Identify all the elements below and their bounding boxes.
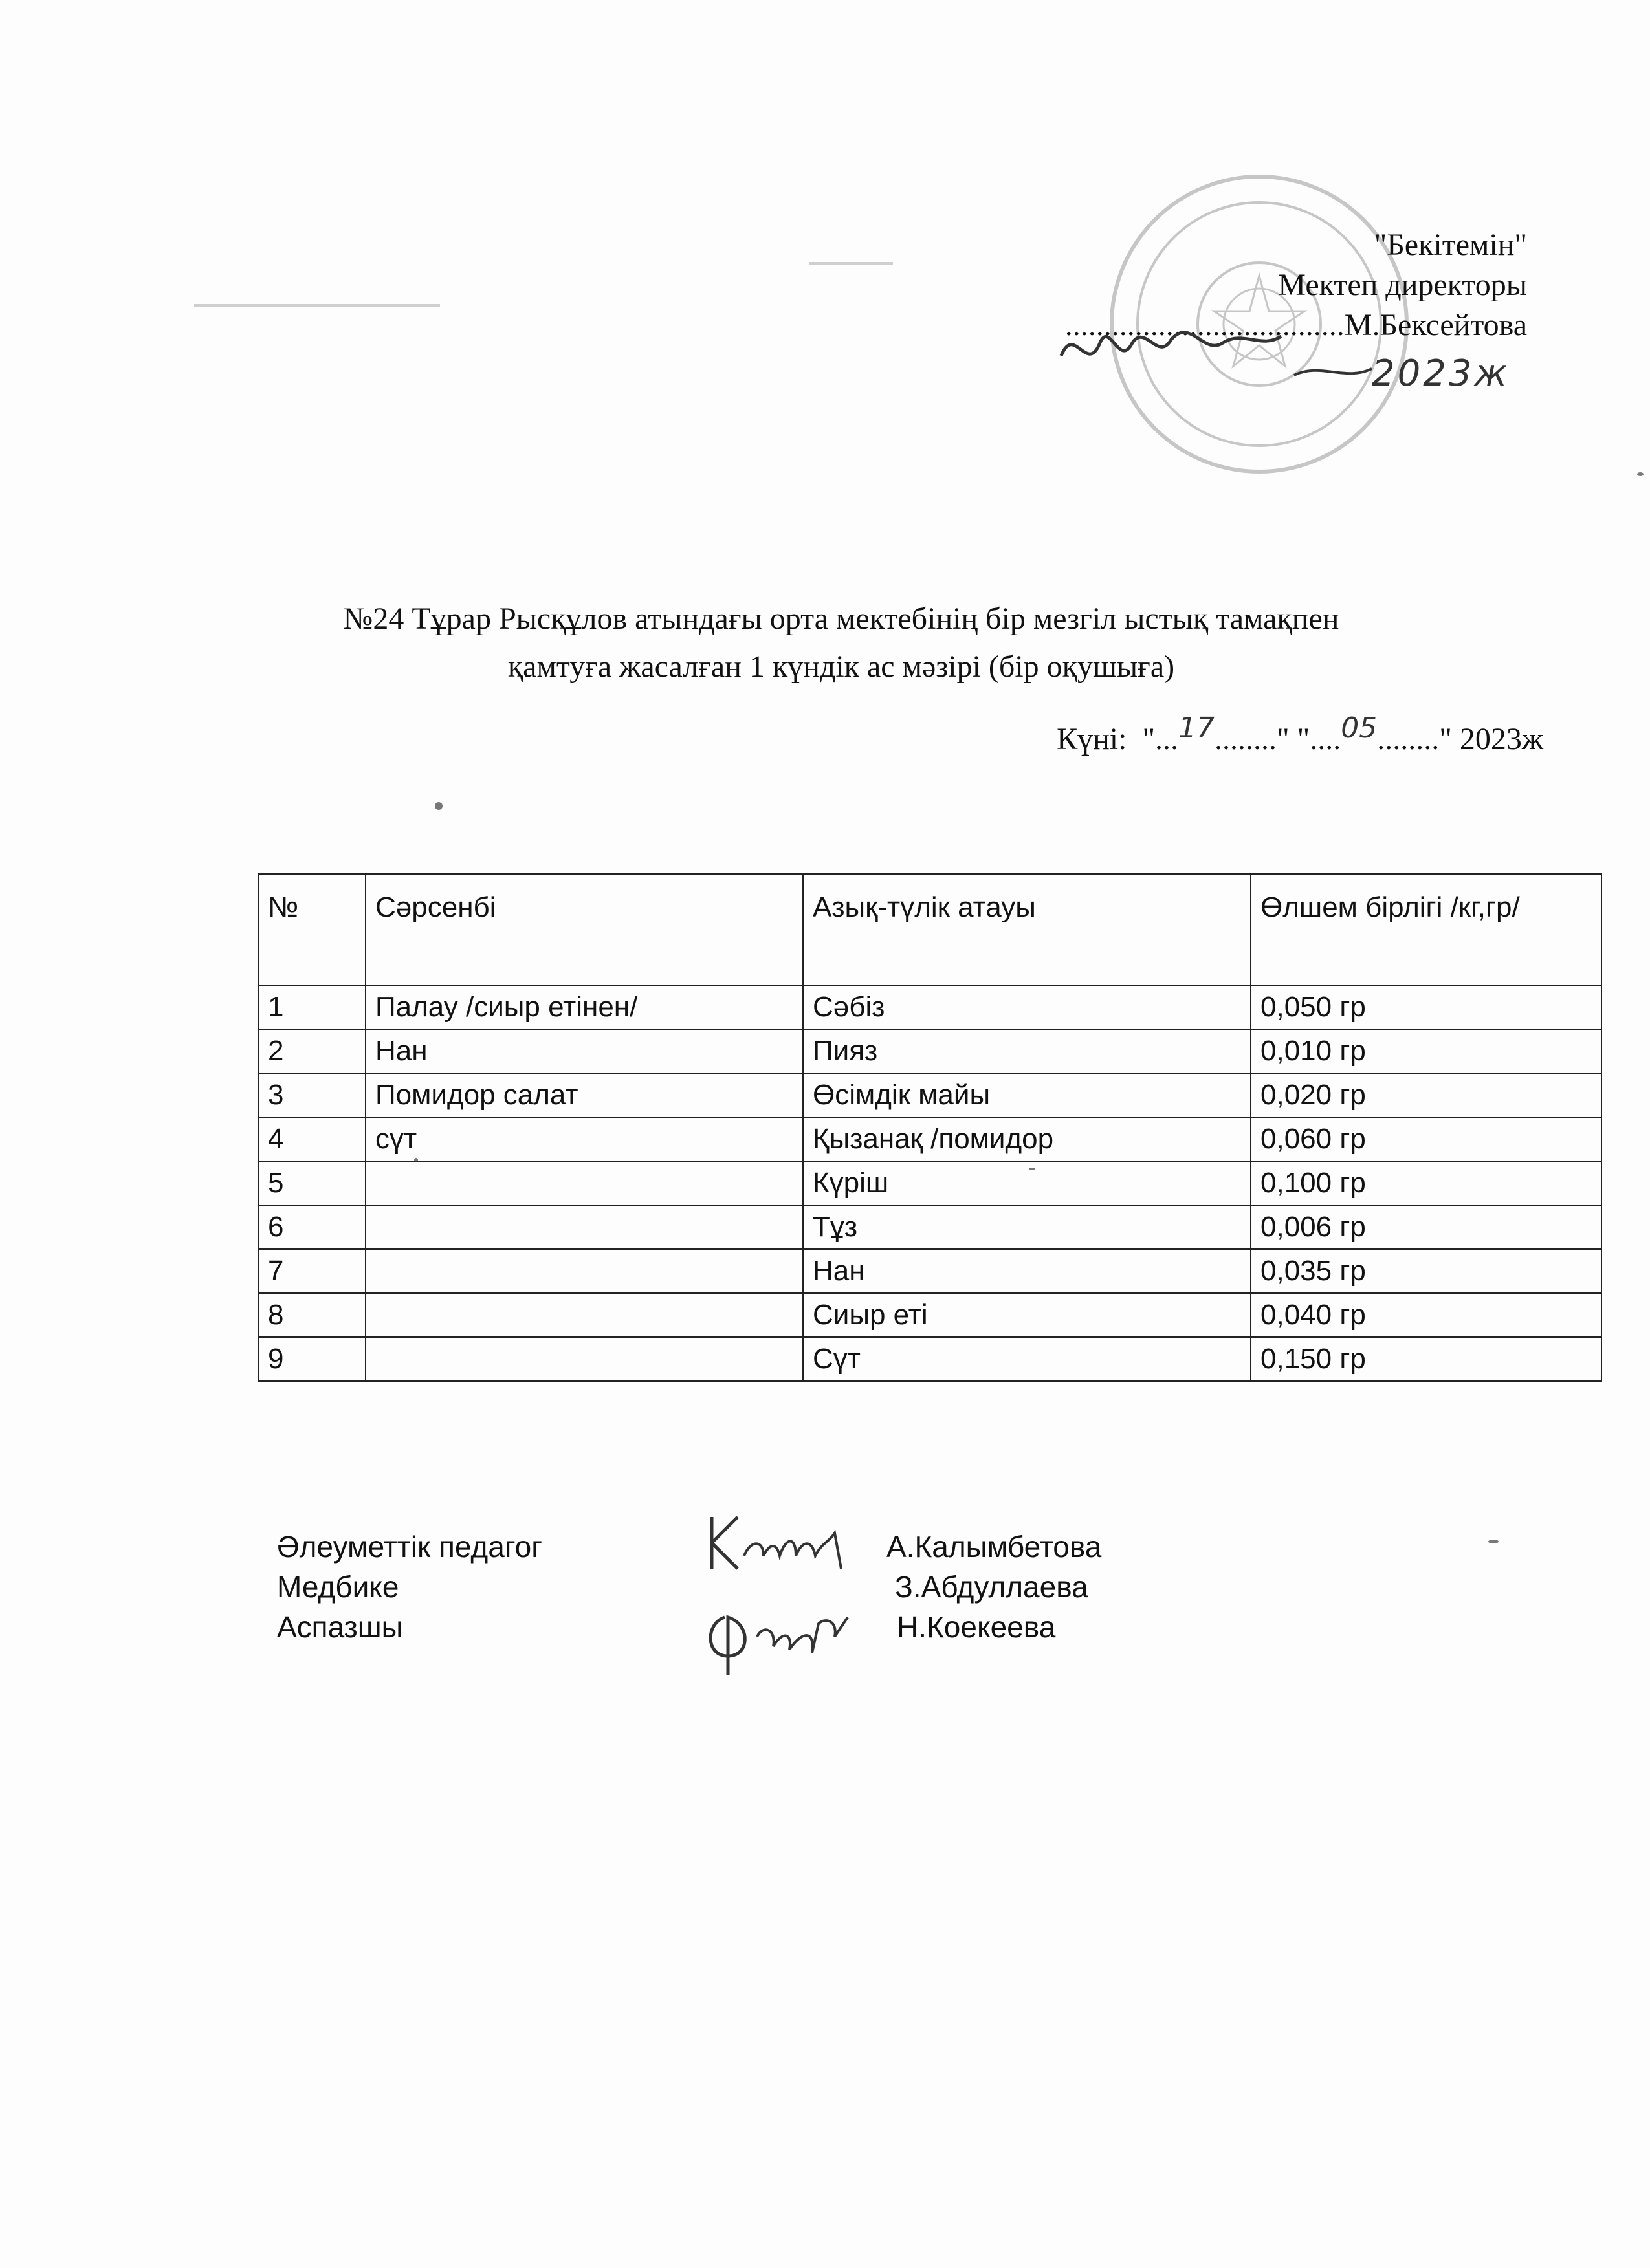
cell-amount: 0,040 гр xyxy=(1251,1293,1601,1337)
title-line-2: қамтуға жасалған 1 күндік ас мәзірі (бір оқушыға) xyxy=(507,649,1175,684)
signer-role: Аспазшы xyxy=(277,1610,403,1644)
cell-number: 3 xyxy=(258,1073,366,1117)
director-position: Мектеп директоры xyxy=(1278,268,1527,302)
header-unit: Өлшем бірлігі /кг,гр/ xyxy=(1251,874,1601,985)
cell-dish: Нан xyxy=(366,1029,803,1073)
header-number: № xyxy=(258,874,366,985)
cell-amount: 0,035 гр xyxy=(1251,1249,1601,1293)
social-pedagogue-signature-icon xyxy=(699,1504,867,1582)
cell-number: 9 xyxy=(258,1337,366,1381)
date-day: 17 xyxy=(1178,712,1215,745)
approve-label: "Бекітемін" xyxy=(1374,228,1527,262)
page-title xyxy=(220,595,1462,691)
cell-product: Сүт xyxy=(803,1337,1251,1381)
cell-product: Тұз xyxy=(803,1205,1251,1249)
cell-product: Сәбіз xyxy=(803,985,1251,1029)
date-year: 2023ж xyxy=(1459,722,1543,756)
menu-table xyxy=(258,873,1602,1382)
header-product: Азық-түлік атауы xyxy=(803,874,1251,985)
cell-dish xyxy=(366,1293,803,1337)
director-signature-icon xyxy=(1048,304,1631,408)
cell-amount: 0,150 гр xyxy=(1251,1337,1601,1381)
cell-number: 7 xyxy=(258,1249,366,1293)
signer-role: Әлеуметтік педагог xyxy=(277,1530,542,1564)
scan-speck xyxy=(1637,472,1644,476)
cell-dish xyxy=(366,1161,803,1205)
cell-product: Пияз xyxy=(803,1029,1251,1073)
signature-date: 2023ж xyxy=(1372,353,1510,395)
cell-number: 4 xyxy=(258,1117,366,1161)
date-line: Күні: "...17........" "....05........" 2023ж xyxy=(1057,712,1543,756)
cell-amount: 0,050 гр xyxy=(1251,985,1601,1029)
cell-amount: 0,100 гр xyxy=(1251,1161,1601,1205)
cell-number: 2 xyxy=(258,1029,366,1073)
table-row xyxy=(258,1073,1601,1117)
cell-dish xyxy=(366,1205,803,1249)
table-row xyxy=(258,985,1601,1029)
cell-amount: 0,020 гр xyxy=(1251,1073,1601,1117)
cell-product: Қызанақ /помидор xyxy=(803,1117,1251,1161)
scan-speck xyxy=(435,802,443,810)
cell-amount: 0,060 гр xyxy=(1251,1117,1601,1161)
table-header-row xyxy=(258,874,1601,985)
cell-dish: Помидор салат xyxy=(366,1073,803,1117)
signer-role: Медбике xyxy=(277,1570,399,1604)
table-row xyxy=(258,1029,1601,1073)
cell-number: 6 xyxy=(258,1205,366,1249)
cell-number: 5 xyxy=(258,1161,366,1205)
cell-amount: 0,010 гр xyxy=(1251,1029,1601,1073)
signer-name: А.Калымбетова xyxy=(886,1530,1102,1564)
scan-streak xyxy=(194,304,440,307)
cell-product: Күріш xyxy=(803,1161,1251,1205)
cell-amount: 0,006 гр xyxy=(1251,1205,1601,1249)
cell-product: Өсімдік майы xyxy=(803,1073,1251,1117)
cell-product: Нан xyxy=(803,1249,1251,1293)
table-row xyxy=(258,1117,1601,1161)
date-month: 05 xyxy=(1341,712,1378,745)
cell-dish xyxy=(366,1337,803,1381)
signer-name: З.Абдуллаева xyxy=(895,1570,1088,1604)
table-row xyxy=(258,1249,1601,1293)
cell-dish: Палау /сиыр етінен/ xyxy=(366,985,803,1029)
signer-name: Н.Коекеева xyxy=(897,1610,1056,1644)
cell-number: 8 xyxy=(258,1293,366,1337)
scan-speck xyxy=(1488,1540,1499,1543)
cell-product: Сиыр еті xyxy=(803,1293,1251,1337)
director-signature-line: ....................................М.Бексейтова xyxy=(1064,308,1527,342)
cell-dish: сүт xyxy=(366,1117,803,1161)
cell-number: 1 xyxy=(258,985,366,1029)
title-line-1: №24 Тұрар Рысқұлов атындағы орта мектебінің бір мезгіл ыстық тамақпен xyxy=(343,602,1339,636)
table-row xyxy=(258,1205,1601,1249)
cell-dish xyxy=(366,1249,803,1293)
table-row xyxy=(258,1161,1601,1205)
date-prefix: Күні: xyxy=(1057,722,1127,756)
header-day: Сәрсенбі xyxy=(366,874,803,985)
table-row xyxy=(258,1337,1601,1381)
cook-signature-icon xyxy=(699,1591,867,1682)
table-row xyxy=(258,1293,1601,1337)
scan-streak xyxy=(809,262,893,265)
